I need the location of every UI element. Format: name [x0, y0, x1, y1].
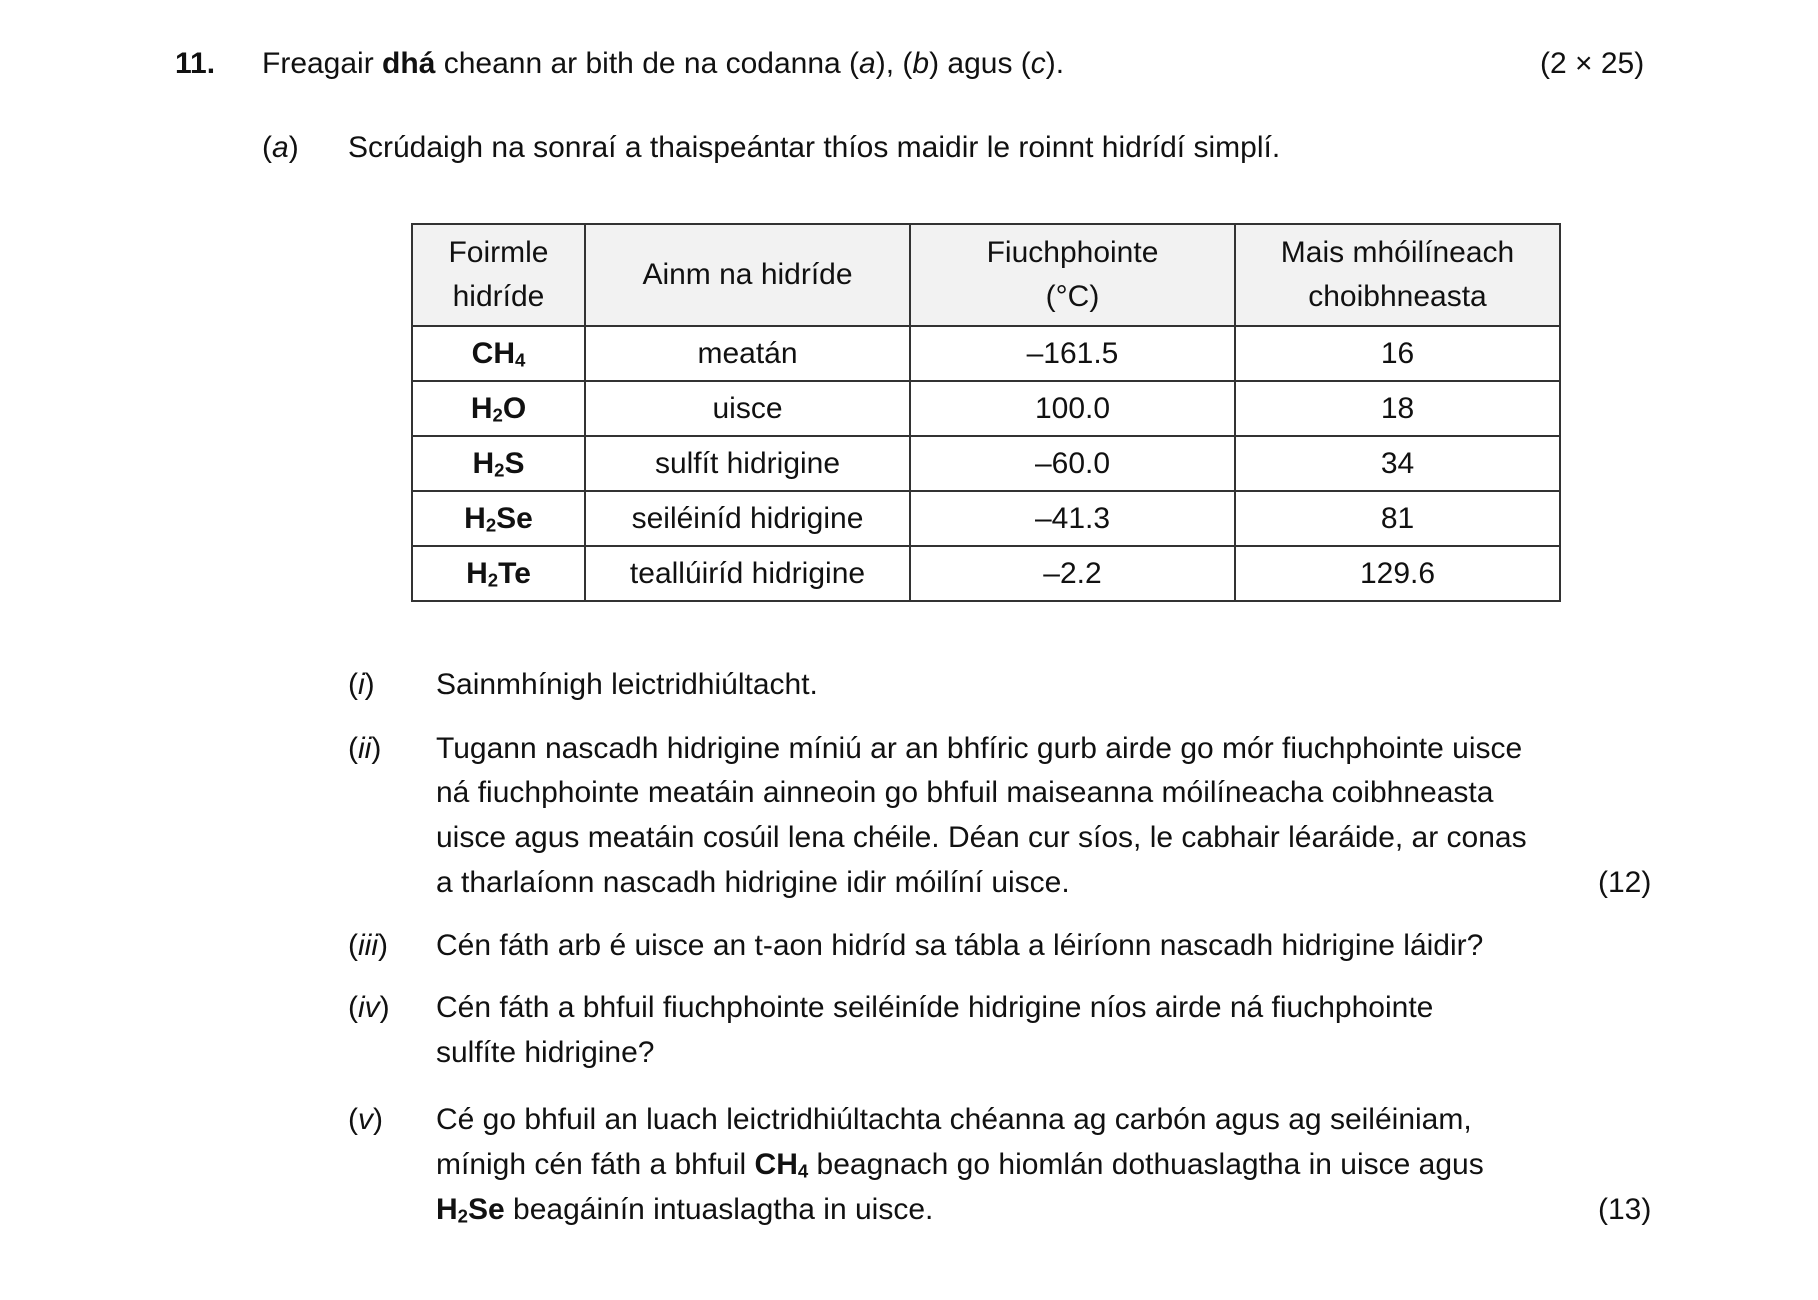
- header-text: Fiuchphointe: [986, 236, 1159, 269]
- separator: ) agus (: [929, 47, 1031, 80]
- header-text: Ainm na hidríde: [642, 258, 853, 291]
- subquestion-iv-label: (iv): [348, 991, 390, 1024]
- header-formula: [412, 224, 585, 326]
- part-a-label: [262, 130, 299, 166]
- table-header-row: [412, 224, 1560, 326]
- cell-formula: $H_2O$: [412, 381, 585, 436]
- cell-boiling-point: –2.2: [910, 546, 1235, 601]
- part-letter: a: [272, 131, 289, 164]
- subquestion-iv-line2: sulfíte hidrigine?: [436, 1036, 655, 1069]
- header-boiling-point: [910, 224, 1235, 326]
- instruction-text: cheann ar bith de na codanna (: [435, 47, 860, 80]
- question-instruction: [262, 46, 1064, 82]
- table-row: [412, 546, 1560, 601]
- cell-boiling-point: –41.3: [910, 491, 1235, 546]
- subquestion-v-line3: $H_2Se$ beagáinín intuaslagtha in uisce.: [436, 1193, 934, 1227]
- instruction-text: Freagair: [262, 47, 383, 80]
- cell-name: sulfít hidrigine: [585, 436, 910, 491]
- part-letter: a: [859, 47, 876, 80]
- separator: ), (: [875, 47, 913, 80]
- cell-name: meatán: [585, 326, 910, 381]
- table-row: [412, 436, 1560, 491]
- cell-mass: 16: [1235, 326, 1560, 381]
- cell-formula: $H_2S$: [412, 436, 585, 491]
- subquestion-ii-line1: Tugann nascadh hidrigine míniú ar an bhfíric gurb airde go mór fiuchphointe uisce: [436, 732, 1523, 765]
- cell-boiling-point: –161.5: [910, 326, 1235, 381]
- question-number: 11.: [175, 47, 216, 80]
- part-letter: c: [1030, 47, 1046, 80]
- table-row: [412, 326, 1560, 381]
- header-text: (°C): [1045, 280, 1100, 313]
- subquestion-ii-line2: ná fiuchphointe meatáin ainneoin go bhfuil maiseanna móilíneacha coibhneasta: [436, 776, 1494, 809]
- cell-name: seiléiníd hidrigine: [585, 491, 910, 546]
- cell-mass: 81: [1235, 491, 1560, 546]
- question-marks: (2 × 25): [1540, 47, 1645, 80]
- part-letter: b: [912, 47, 930, 80]
- paren: ): [288, 131, 299, 164]
- hydride-data-table: [411, 223, 1561, 602]
- separator: ).: [1045, 47, 1065, 80]
- subquestion-v-line2: mínigh cén fáth a bhfuil $CH_4$ beagnach go hiomlán dothuaslagtha in uisce agus: [436, 1148, 1484, 1182]
- formula-ch4: $CH_4$: [754, 1148, 809, 1182]
- cell-boiling-point: 100.0: [910, 381, 1235, 436]
- subquestion-iv-line1: Cén fáth a bhfuil fiuchphointe seiléiníde hidrigine níos airde ná fiuchphointe: [436, 991, 1434, 1024]
- subquestion-iii-label: (iii): [348, 929, 388, 962]
- header-text: choibhneasta: [1308, 280, 1487, 313]
- subquestion-iii-text: Cén fáth arb é uisce an t-aon hidríd sa tábla a léiríonn nascadh hidrigine láidir?: [436, 929, 1484, 962]
- table-row: [412, 491, 1560, 546]
- paren: (: [262, 131, 272, 164]
- cell-name: teallúiríd hidrigine: [585, 546, 910, 601]
- header-name: [585, 224, 910, 326]
- header-text: hidríde: [452, 280, 545, 313]
- cell-formula: $H_2Se$: [412, 491, 585, 546]
- formula-h2se: $H_2Se$: [436, 1193, 505, 1227]
- subquestion-v-line1: Cé go bhfuil an luach leictridhiúltachta chéanna ag carbón agus ag seiléiniam,: [436, 1103, 1472, 1136]
- table-row: [412, 381, 1560, 436]
- header-relative-mass: [1235, 224, 1560, 326]
- subquestion-ii-line3: uisce agus meatáin cosúil lena chéile. Déan cur síos, le cabhair léaráide, ar conas: [436, 821, 1527, 854]
- instruction-bold: dhá: [382, 47, 436, 80]
- subquestion-i-label: (i): [348, 668, 375, 701]
- subquestion-v-label: (v): [348, 1103, 383, 1136]
- cell-formula: $H_2Te$: [412, 546, 585, 601]
- subquestion-ii-line4: a tharlaíonn nascadh hidrigine idir móilíní uisce.: [436, 866, 1070, 899]
- cell-name: uisce: [585, 381, 910, 436]
- header-text: Foirmle: [448, 236, 549, 269]
- cell-boiling-point: –60.0: [910, 436, 1235, 491]
- cell-mass: 18: [1235, 381, 1560, 436]
- cell-mass: 129.6: [1235, 546, 1560, 601]
- header-text: Mais mhóilíneach: [1280, 236, 1515, 269]
- part-a-intro: Scrúdaigh na sonraí a thaispeántar thíos maidir le roinnt hidrídí simplí.: [348, 131, 1281, 164]
- subquestion-ii-label: (ii): [348, 732, 382, 765]
- subquestion-i-text: Sainmhínigh leictridhiúltacht.: [436, 668, 818, 701]
- subquestion-v-marks: (13): [1598, 1193, 1652, 1226]
- cell-mass: 34: [1235, 436, 1560, 491]
- cell-formula: $CH_4$: [412, 326, 585, 381]
- subquestion-ii-marks: (12): [1598, 866, 1652, 899]
